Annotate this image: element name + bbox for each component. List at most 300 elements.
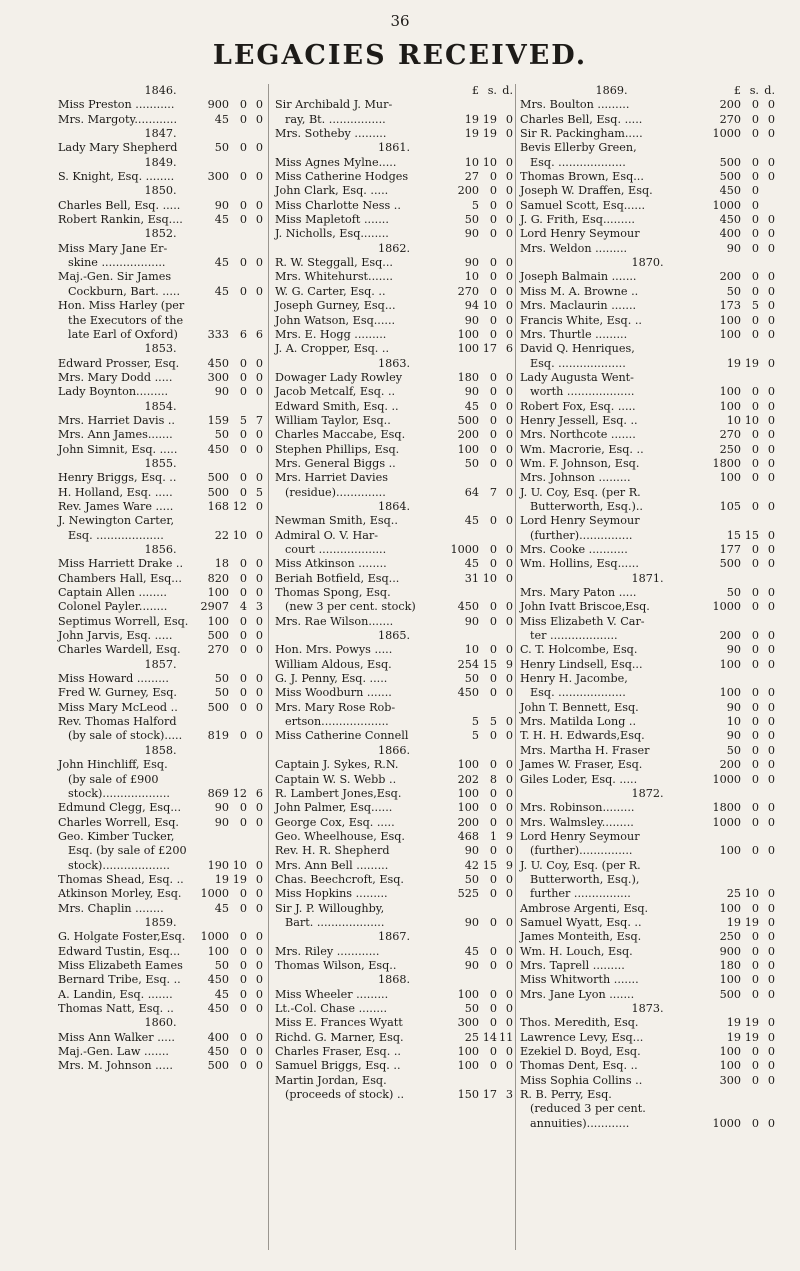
amount-pence: 0 — [505, 786, 513, 800]
amount-shillings: 0 — [751, 557, 759, 571]
amount-pence: 0 — [505, 413, 513, 427]
amount-shillings: 0 — [751, 987, 759, 1001]
donor-name: John Jarvis, Esq. ..... — [58, 629, 173, 643]
legacy-entry — [275, 428, 513, 442]
donor-name: Charles Maccabe, Esq. — [275, 428, 406, 442]
donor-name: Edward Tustin, Esq... — [58, 944, 181, 958]
amount-pence: 0 — [767, 657, 775, 671]
amount-shillings: 0 — [751, 657, 759, 671]
amount-pounds: 45 — [464, 514, 479, 528]
legacy-entry — [520, 859, 775, 873]
amount-pence: 0 — [505, 327, 513, 341]
donor-name: Edmund Clegg, Esq... — [58, 801, 181, 815]
amount-pounds: 100 — [719, 686, 741, 700]
amount-pence: 0 — [255, 686, 263, 700]
legacy-entry — [520, 686, 775, 700]
donor-name: Lord Henry Seymour — [520, 514, 640, 528]
amount-shillings: 0 — [489, 801, 497, 815]
year-heading: 1857. — [144, 657, 177, 671]
donor-name: Septimus Worrell, Esq. — [58, 614, 189, 628]
amount-shillings: 0 — [489, 758, 497, 772]
amount-pounds: 100 — [719, 844, 741, 858]
donor-name: J. A. Cropper, Esq. .. — [275, 342, 390, 356]
year-heading: 1855. — [144, 456, 177, 470]
legacy-entry — [520, 199, 775, 213]
legacy-entry — [275, 586, 513, 600]
amount-shillings: 0 — [239, 801, 247, 815]
amount-shillings: 0 — [751, 184, 759, 198]
amount-pence: 0 — [767, 973, 775, 987]
amount-pence: 0 — [505, 155, 513, 169]
amount-pounds: 270 — [719, 428, 741, 442]
amount-pence: 0 — [505, 385, 513, 399]
amount-shillings: 0 — [489, 614, 497, 628]
amount-pounds: 90 — [464, 958, 479, 972]
amount-pounds: 450 — [207, 442, 229, 456]
amount-pence: 0 — [255, 1045, 263, 1059]
legacy-entry — [520, 457, 775, 471]
amount-pounds: 50 — [214, 672, 229, 686]
amount-shillings: 0 — [751, 1073, 759, 1087]
amount-pounds: 100 — [457, 327, 479, 341]
amount-pounds: 19 — [726, 1030, 741, 1044]
donor-name-continued: Butterworth, Esq.), — [530, 872, 640, 886]
amount-pounds: 94 — [464, 299, 479, 313]
donor-name: Wm. F. Johnson, Esq. — [520, 456, 640, 470]
donor-name: Miss Hopkins ......... — [275, 887, 388, 901]
amount-pence: 0 — [767, 629, 775, 643]
donor-name: John Ivatt Briscoe,Esq. — [520, 600, 650, 614]
legacy-entry — [58, 830, 263, 844]
donor-name-continued: further ................ — [530, 887, 631, 901]
legacy-entry — [275, 902, 513, 916]
donor-name: Rev. H. R. Shepherd — [275, 844, 390, 858]
amount-pence: 0 — [767, 700, 775, 714]
amount-shillings: 0 — [751, 442, 759, 456]
legacy-entry — [520, 371, 775, 385]
donor-name-continued: (reduced 3 per cent. — [530, 1102, 646, 1116]
legacy-entry — [275, 658, 513, 672]
amount-shillings: 12 — [232, 499, 247, 513]
donor-name: Mrs. Rae Wilson....... — [275, 614, 394, 628]
legacy-column-3 — [520, 84, 775, 1131]
amount-shillings: 17 — [482, 342, 497, 356]
legacy-entry — [58, 586, 263, 600]
legacy-entry — [520, 471, 775, 485]
amount-shillings: 19 — [744, 356, 759, 370]
amount-pounds: 100 — [719, 385, 741, 399]
legacy-entry — [58, 270, 263, 284]
amount-shillings: 19 — [482, 127, 497, 141]
amount-pounds: 100 — [457, 758, 479, 772]
year-heading: 1869. — [595, 84, 628, 97]
donor-name: Charles Fraser, Esq. .. — [275, 1045, 401, 1059]
amount-shillings: 0 — [751, 643, 759, 657]
donor-name: Thomas Shead, Esq. .. — [58, 872, 184, 886]
amount-pounds: 450 — [207, 356, 229, 370]
amount-shillings: 0 — [239, 729, 247, 743]
donor-name: T. H. H. Edwards,Esq. — [520, 729, 645, 743]
amount-shillings: 0 — [489, 198, 497, 212]
legacy-entry — [520, 98, 775, 112]
amount-shillings: 0 — [489, 284, 497, 298]
legacy-entry — [275, 615, 513, 629]
legacy-entry — [58, 428, 263, 442]
amount-shillings: 0 — [239, 428, 247, 442]
legacy-entry — [275, 1031, 513, 1045]
amount-shillings: 0 — [239, 958, 247, 972]
donor-name: Miss Charlotte Ness .. — [275, 198, 401, 212]
amount-pounds: 1000 — [450, 543, 479, 556]
donor-name: J. Newington Carter, — [58, 514, 175, 528]
legacy-entry — [58, 643, 263, 657]
legacy-entry — [58, 1031, 263, 1045]
amount-pounds: 100 — [457, 1045, 479, 1059]
amount-pounds: 5 — [471, 729, 479, 743]
legacy-entry — [520, 873, 775, 887]
year-heading: 1868. — [377, 973, 411, 987]
donor-name-continued: annuities)............ — [530, 1116, 630, 1130]
amount-pounds: 500 — [207, 700, 229, 714]
amount-shillings: 0 — [751, 227, 759, 241]
amount-pence: 9 — [505, 829, 513, 843]
year-heading: 1847. — [144, 127, 177, 141]
amount-shillings: 0 — [239, 973, 247, 987]
amount-pounds: 50 — [214, 428, 229, 442]
amount-shillings: 0 — [239, 284, 247, 298]
amount-pounds: 300 — [719, 1073, 741, 1087]
amount-shillings: 0 — [489, 1045, 497, 1059]
amount-shillings: 0 — [751, 973, 759, 987]
donor-name: Miss Mary McLeod .. — [58, 700, 178, 714]
donor-name: Beriah Botfield, Esq... — [275, 571, 400, 585]
amount-shillings: s. — [487, 84, 497, 97]
legacy-entry — [520, 801, 775, 815]
amount-shillings: 0 — [751, 399, 759, 413]
amount-pounds: 45 — [214, 112, 229, 126]
amount-pence: 0 — [767, 557, 775, 571]
amount-pence: 6 — [255, 786, 263, 800]
amount-shillings: 0 — [239, 700, 247, 714]
donor-name: Henry Briggs, Esq. .. — [58, 471, 177, 485]
amount-pounds: 100 — [457, 1059, 479, 1073]
legacy-entry — [520, 1074, 775, 1088]
amount-shillings: 0 — [751, 327, 759, 341]
amount-shillings: 0 — [239, 256, 247, 270]
legacy-entry — [520, 127, 775, 141]
amount-pounds: 2907 — [200, 600, 229, 614]
amount-pounds: 819 — [207, 729, 229, 743]
legacy-entry — [58, 514, 263, 528]
amount-pence: 0 — [767, 284, 775, 298]
legacy-entry — [520, 400, 775, 414]
legacy-entry — [520, 141, 775, 155]
amount-pounds: 45 — [214, 284, 229, 298]
legacy-entry — [58, 600, 263, 614]
year-heading: 1854. — [144, 399, 177, 413]
amount-shillings: 0 — [489, 1002, 497, 1015]
column-divider — [268, 84, 269, 1250]
legacy-entry — [58, 285, 263, 299]
year-heading: 1861. — [377, 141, 411, 155]
amount-pence: 0 — [767, 901, 775, 915]
donor-name-continued: late Earl of Oxford) — [68, 327, 178, 341]
amount-shillings: 0 — [751, 1116, 759, 1130]
legacy-entry — [58, 299, 263, 313]
amount-pounds: 50 — [214, 958, 229, 972]
donor-name: Hon. Mrs. Powys ..... — [275, 643, 393, 657]
legacy-entry — [58, 113, 263, 127]
amount-pounds: 400 — [719, 227, 741, 241]
amount-pounds: 100 — [457, 442, 479, 456]
legacy-column-1 — [58, 84, 263, 1074]
amount-pounds: 500 — [457, 413, 479, 427]
legacy-entry — [275, 529, 513, 543]
legacy-entry — [275, 457, 513, 471]
amount-pence: 0 — [255, 1030, 263, 1044]
amount-shillings: 0 — [489, 456, 497, 470]
amount-pence: 0 — [767, 643, 775, 657]
legacy-entry — [275, 213, 513, 227]
donor-name: Mrs. Thurtle ......... — [520, 327, 628, 341]
amount-shillings: 19 — [744, 915, 759, 929]
amount-pence: 0 — [505, 571, 513, 585]
donor-name: Geo. Wheelhouse, Esq. — [275, 829, 405, 843]
legacy-entry — [275, 672, 513, 686]
donor-name: Wm. Macrorie, Esq. .. — [520, 442, 644, 456]
amount-pence: 9 — [505, 858, 513, 872]
donor-name: Newman Smith, Esq.. — [275, 514, 398, 528]
amount-pounds: 500 — [207, 471, 229, 485]
amount-pence: 0 — [255, 858, 263, 872]
amount-pounds: 100 — [719, 399, 741, 413]
amount-pounds: 22 — [214, 528, 229, 542]
amount-pence: 0 — [255, 1002, 263, 1015]
legacy-entry — [275, 816, 513, 830]
donor-name: Thomas Spong, Esq. — [275, 586, 391, 600]
amount-pence: 0 — [255, 284, 263, 298]
legacy-entry — [275, 486, 513, 500]
legacy-entry — [58, 615, 263, 629]
amount-pounds: 27 — [464, 170, 479, 184]
amount-shillings: 5 — [751, 299, 759, 313]
amount-shillings: 0 — [239, 471, 247, 485]
amount-pence: 0 — [505, 772, 513, 786]
amount-shillings: 0 — [751, 1059, 759, 1073]
amount-shillings: 0 — [751, 600, 759, 614]
amount-shillings: 0 — [751, 456, 759, 470]
amount-pence: 0 — [505, 987, 513, 1001]
amount-pence: 0 — [255, 1059, 263, 1073]
amount-shillings: 0 — [489, 643, 497, 657]
amount-pounds: 45 — [464, 557, 479, 571]
amount-shillings: 0 — [489, 872, 497, 886]
donor-name: Lord Henry Seymour — [520, 829, 640, 843]
legacy-entry — [58, 199, 263, 213]
amount-pence: 0 — [767, 112, 775, 126]
amount-pence: 0 — [767, 944, 775, 958]
amount-shillings: 0 — [239, 686, 247, 700]
amount-pounds: 190 — [207, 858, 229, 872]
amount-shillings: 0 — [489, 915, 497, 929]
donor-name: Mrs. Northcote ....... — [520, 428, 636, 442]
legacy-entry — [520, 615, 775, 629]
amount-pence: 0 — [767, 270, 775, 284]
amount-pence: 0 — [505, 600, 513, 614]
amount-pence: 11 — [499, 1030, 514, 1044]
amount-shillings: 10 — [232, 528, 247, 542]
amount-shillings: 0 — [239, 112, 247, 126]
year-heading: 1850. — [144, 184, 177, 198]
amount-pence: 0 — [505, 686, 513, 700]
donor-name: John Simnit, Esq. ..... — [58, 442, 178, 456]
legacy-entry — [520, 385, 775, 399]
year-heading: 1852. — [144, 227, 177, 241]
amount-shillings: 0 — [751, 772, 759, 786]
amount-pence: 0 — [255, 629, 263, 643]
donor-name-continued: ertson................... — [285, 715, 389, 729]
amount-shillings: 10 — [744, 887, 759, 901]
amount-pounds: 100 — [457, 987, 479, 1001]
amount-pounds: 1000 — [712, 198, 741, 212]
donor-name: Martin Jordan, Esq. — [275, 1073, 387, 1087]
amount-pounds: 177 — [719, 543, 741, 556]
amount-pounds: 1000 — [712, 815, 741, 829]
amount-pence: 0 — [255, 170, 263, 184]
amount-shillings: 0 — [239, 815, 247, 829]
amount-shillings: 1 — [489, 829, 497, 843]
donor-name: Miss Mapletoft ....... — [275, 213, 389, 227]
amount-shillings: 17 — [482, 1088, 497, 1102]
amount-shillings: 7 — [489, 485, 497, 499]
donor-name: Miss Elizabeth V. Car- — [520, 614, 645, 628]
donor-name: Miss Preston ........... — [58, 98, 175, 112]
amount-pounds: 300 — [207, 170, 229, 184]
amount-shillings: 10 — [744, 413, 759, 427]
amount-pounds: 500 — [719, 170, 741, 184]
legacy-entry — [275, 844, 513, 858]
legacy-entry — [520, 916, 775, 930]
amount-pence: 0 — [767, 227, 775, 241]
legacy-entry — [275, 328, 513, 342]
donor-name: Ambrose Argenti, Esq. — [520, 901, 649, 915]
amount-pounds: 1800 — [712, 801, 741, 815]
amount-pounds: 90 — [726, 241, 741, 255]
legacy-entry — [520, 1031, 775, 1045]
legacy-entry — [275, 471, 513, 485]
donor-name: Miss Wheeler ......... — [275, 987, 389, 1001]
legacy-entry — [520, 357, 775, 371]
amount-pence: 0 — [255, 428, 263, 442]
donor-name: Mrs. Mary Rose Rob- — [275, 700, 396, 714]
amount-shillings: 0 — [489, 270, 497, 284]
amount-shillings: 0 — [239, 930, 247, 944]
donor-name: Samuel Briggs, Esq. .. — [275, 1059, 401, 1073]
amount-pence: 0 — [255, 571, 263, 585]
amount-pence: 0 — [767, 915, 775, 929]
amount-pence: 0 — [767, 413, 775, 427]
donor-name: Colonel Payler........ — [58, 600, 168, 614]
amount-pence: 3 — [255, 600, 263, 614]
amount-pounds: 19 — [726, 356, 741, 370]
donor-name: Chambers Hall, Esq... — [58, 571, 182, 585]
amount-pounds: 50 — [726, 284, 741, 298]
amount-shillings: 0 — [239, 356, 247, 370]
amount-shillings: 0 — [239, 170, 247, 184]
amount-pence: 0 — [255, 987, 263, 1001]
amount-pounds: 90 — [214, 385, 229, 399]
amount-pence: 0 — [767, 356, 775, 370]
donor-name-continued: stock)................... — [68, 858, 170, 872]
amount-pounds: 300 — [457, 1016, 479, 1030]
legacy-entry — [520, 758, 775, 772]
amount-shillings: 0 — [239, 213, 247, 227]
donor-name: Charles Worrell, Esq. — [58, 815, 179, 829]
donor-name: Admiral O. V. Har- — [275, 528, 378, 542]
amount-shillings: 6 — [239, 327, 247, 341]
amount-pounds: 500 — [719, 557, 741, 571]
donor-name: Mrs. Harriet Davies — [275, 471, 388, 485]
donor-name: Henry Lindsell, Esq... — [520, 657, 643, 671]
legacy-entry — [275, 342, 513, 356]
amount-pounds: 90 — [464, 256, 479, 270]
amount-pence: 0 — [505, 672, 513, 686]
amount-pounds: 105 — [719, 499, 741, 513]
donor-name: Miss Ann Walker ..... — [58, 1030, 175, 1044]
amount-pounds: 50 — [464, 672, 479, 686]
amount-pence: 0 — [255, 958, 263, 972]
amount-pounds: 500 — [207, 629, 229, 643]
legacy-entry — [520, 227, 775, 241]
year-heading: 1849. — [144, 155, 177, 169]
amount-pounds: 25 — [464, 1030, 479, 1044]
amount-pence: 0 — [505, 1016, 513, 1030]
donor-name: Wm. Hollins, Esq...... — [520, 557, 639, 571]
legacy-entry — [58, 98, 263, 112]
column-divider — [515, 84, 516, 1250]
legacy-entry — [520, 586, 775, 600]
amount-shillings: 0 — [489, 313, 497, 327]
amount-shillings: 0 — [489, 227, 497, 241]
donor-name: Edward Prosser, Esq. — [58, 356, 180, 370]
amount-pence: 0 — [767, 155, 775, 169]
amount-shillings: 0 — [489, 442, 497, 456]
amount-pence: 0 — [505, 213, 513, 227]
legacy-entry — [58, 371, 263, 385]
donor-name: Captain Allen ........ — [58, 586, 167, 600]
amount-pounds: 250 — [719, 930, 741, 944]
amount-pounds: 45 — [214, 987, 229, 1001]
donor-name: Mrs. Mary Dodd ..... — [58, 370, 173, 384]
amount-pence: 0 — [767, 428, 775, 442]
amount-pence: 0 — [767, 471, 775, 485]
amount-pounds: £ — [471, 84, 479, 97]
amount-pounds: 500 — [207, 1059, 229, 1073]
amount-pounds: 45 — [214, 901, 229, 915]
legacy-entry — [58, 988, 263, 1002]
donor-name-continued: Esq. (by sale of £200 — [68, 844, 187, 858]
amount-pence: 0 — [505, 442, 513, 456]
amount-pounds: 100 — [457, 786, 479, 800]
legacy-entry — [58, 1002, 263, 1016]
amount-shillings: 0 — [239, 629, 247, 643]
legacy-entry — [58, 1045, 263, 1059]
amount-shillings: 0 — [751, 213, 759, 227]
donor-name: Miss Catherine Hodges — [275, 170, 409, 184]
amount-pence: 0 — [505, 557, 513, 571]
donor-name: Bevis Ellerby Green, — [520, 141, 637, 155]
amount-pence: 0 — [767, 1045, 775, 1059]
